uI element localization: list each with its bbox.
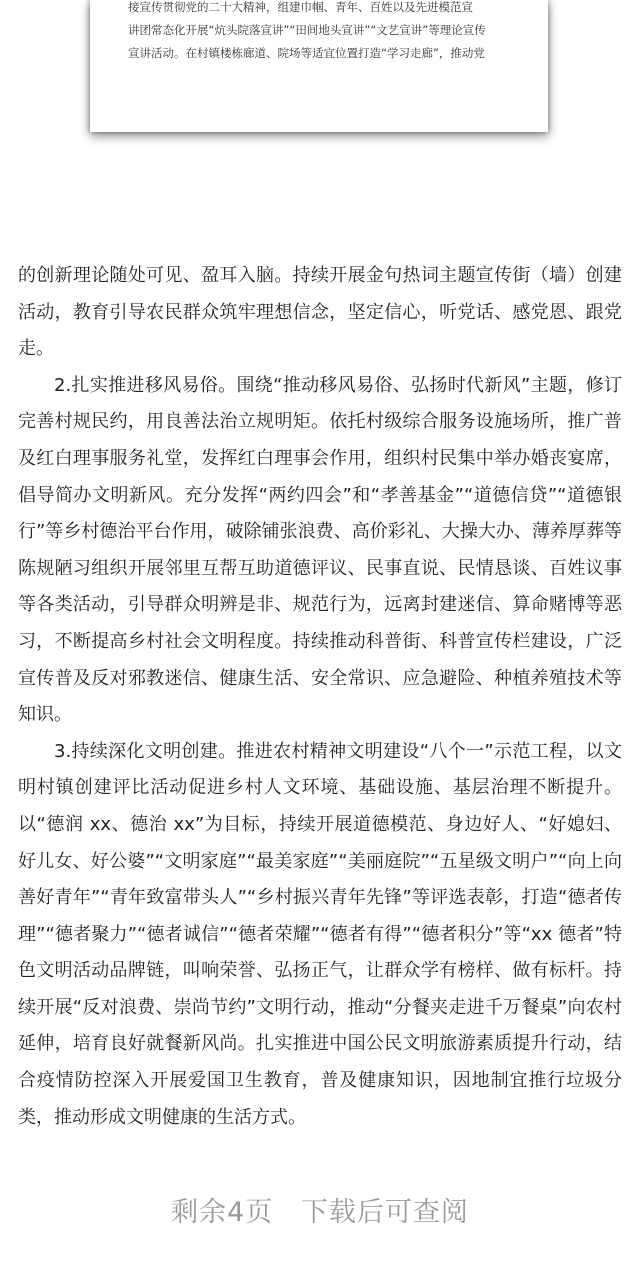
preview-text: [128, 0, 518, 65]
preview-line: 讲团常态化开展“炕头院落宣讲”“田间地头宣讲”“文艺宣讲”等理论宣传: [128, 23, 486, 37]
download-to-view-label[interactable]: 下载后可查阅: [300, 1197, 469, 1228]
preview-line: 宣讲活动。在村镇楼栋廊道、院场等适宜位置打造“学习走廊”，推动党: [128, 46, 485, 60]
paragraph-civilization-creation: 3.持续深化文明创建。推进农村精神文明建设“八个一”示范工程，以文明村镇创建评比活动促进乡村人文环境、基础设施、基层治理不断提升。以“德润 xx、德治 xx”为目标，持续开展道德模范、身边好人、“好媳妇、好儿女、好公婆”“文明家庭”“最美家庭”“美丽庭院”“五星级文明户”“向上向善好青年”“青年致富带头人”“乡村振兴青年先锋”等评选表彰，打造“德者传理”“德者聚力”“德者诚信”“德者荣耀”“德者有得”“德者积分”等“xx 德者”特色文明活动品牌链，叫响荣誉、弘扬正气，让群众学有榜样、做有标杆。持续开展“反对浪费、崇尚节约”文明行动，推动“分餐夹走进千万餐桌”向农村延伸，培育良好就餐新风尚。扎实推进中国公民文明旅游素质提升行动，结合疫情防控深入开展爱国卫生教育，普及健康知识，因地制宜推行垃圾分类，推动形成文明健康的生活方式。: [18, 740, 622, 1128]
article-body: [18, 258, 622, 1136]
remaining-pages-label[interactable]: 剩余4页: [171, 1197, 274, 1228]
preview-line: 接宣传贯彻党的二十大精神，组建巾帼、青年、百姓以及先进模范宣: [128, 0, 473, 14]
paragraph-customs-reform: 2.扎实推进移风易俗。围绕“推动移风易俗、弘扬时代新风”主题，修订完善村规民约，用良善法治立规明矩。依托村级综合服务设施场所，推广普及红白理事服务礼堂，发挥红白理事会作用，组织村民集中举办婚丧宴席，倡导简办文明新风。充分发挥“两约四会”和“孝善基金”“道德信贷”“道德银行”等乡村德治平台作用，破除铺张浪费、高价彩礼、大操大办、薄养厚葬等陈规陋习组织开展邻里互帮互助道德评议、民事直说、民情恳谈、百姓议事等各类活动，引导群众明辨是非、规范行为，远离封建迷信、算命赌博等恶习，不断提高乡村社会文明程度。持续推动科普街、科普宣传栏建设，广泛宣传普及反对邪教迷信、健康生活、安全常识、应急避险、种植养殖技术等知识。: [18, 374, 622, 726]
download-prompt-bar[interactable]: [0, 1190, 640, 1229]
preview-area: [0, 0, 640, 160]
paragraph-continued: 的创新理论随处可见、盈耳入脑。持续开展金句热词主题宣传街（墙）创建活动，教育引导农民群众筑牢理想信念，坚定信心，听党话、感党恩、跟党走。: [18, 265, 622, 360]
document-page-preview: [90, 0, 548, 132]
